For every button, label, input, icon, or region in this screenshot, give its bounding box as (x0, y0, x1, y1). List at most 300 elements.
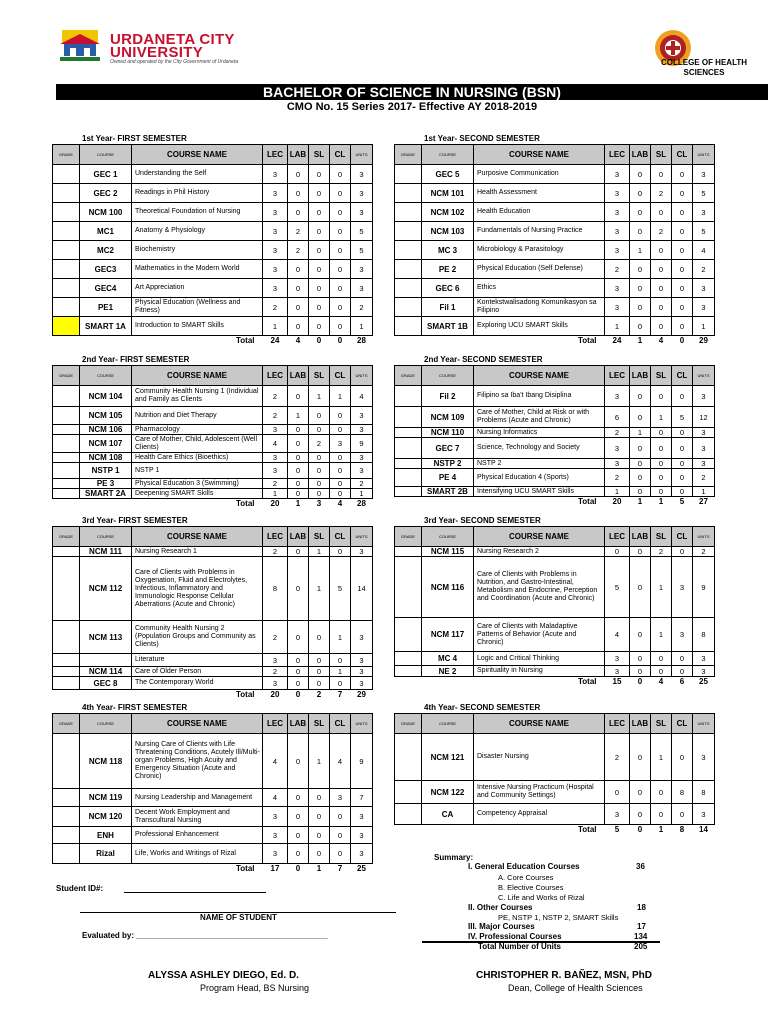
sl-value: 0 (309, 317, 330, 336)
course-code: GEC4 (80, 279, 132, 298)
course-name: Ethics (474, 279, 605, 298)
grade-cell[interactable] (395, 557, 422, 618)
course-name: Health Education (474, 203, 605, 222)
grade-cell[interactable] (53, 184, 80, 203)
grade-cell[interactable] (53, 677, 80, 690)
course-code: NCM 120 (80, 807, 132, 827)
lab-value: 0 (288, 279, 309, 298)
cl-value: 0 (330, 489, 351, 499)
sl-value: 0 (651, 260, 672, 279)
col-units: UNITS (351, 366, 373, 386)
grade-cell[interactable] (53, 667, 80, 677)
total-lec: 20 (263, 499, 288, 509)
course-code: SMART 2B (422, 487, 474, 497)
course-code: GEC3 (80, 260, 132, 279)
lab-value: 0 (288, 184, 309, 203)
units-value: 3 (693, 804, 715, 825)
cl-value: 0 (672, 652, 693, 666)
col-sl: SL (651, 366, 672, 386)
grade-cell[interactable] (53, 479, 80, 489)
sem-title-y3s2: 3rd Year- SECOND SEMESTER (424, 516, 541, 525)
lec-value: 3 (263, 807, 288, 827)
table-row (53, 165, 373, 184)
grade-cell[interactable] (53, 844, 80, 864)
lec-value: 1 (263, 489, 288, 499)
grade-cell[interactable] (395, 279, 422, 298)
university-name-line1: URDANETA CITY (110, 31, 235, 48)
course-code: CA (422, 804, 474, 825)
lec-value: 1 (605, 317, 630, 336)
grade-cell[interactable] (53, 807, 80, 827)
total-lab: 1 (630, 336, 651, 346)
sem-title-y4s2: 4th Year- SECOND SEMESTER (424, 703, 541, 712)
sl-value: 0 (309, 279, 330, 298)
col-cl: CL (330, 366, 351, 386)
course-code: NCM 121 (422, 734, 474, 781)
course-code: MC 4 (422, 652, 474, 666)
summary-prof-value: 134 (634, 932, 648, 941)
sl-value: 2 (309, 435, 330, 453)
course-name: Nursing Leadership and Management (132, 789, 263, 807)
lec-value: 3 (605, 804, 630, 825)
cl-value: 1 (330, 386, 351, 407)
lab-value: 0 (630, 618, 651, 652)
col-lec: LEC (605, 145, 630, 165)
course-code: NCM 101 (422, 184, 474, 203)
col-course-name: COURSE NAME (474, 366, 605, 386)
grade-cell[interactable] (53, 407, 80, 425)
course-code: NCM 109 (422, 407, 474, 428)
university-name-line2: UNIVERSITY (110, 44, 204, 61)
total-label: Total (577, 825, 597, 834)
table-row (53, 789, 373, 807)
course-name: Care of Clients with Maladaptive Patterns of Behavior (Acute and Chronic) (474, 618, 605, 652)
cl-value: 0 (330, 827, 351, 844)
sl-value: 0 (309, 241, 330, 260)
lab-value: 0 (288, 734, 309, 789)
sl-value: 0 (651, 652, 672, 666)
cl-value: 0 (672, 438, 693, 459)
lab-value: 0 (630, 298, 651, 317)
table-row (395, 203, 715, 222)
table-row (53, 435, 373, 453)
total-cl: 8 (672, 825, 693, 835)
semester-table-y2s1 (52, 365, 373, 508)
sl-value: 0 (309, 479, 330, 489)
course-code: SMART 2A (80, 489, 132, 499)
lec-value: 2 (263, 386, 288, 407)
course-name: Kontekstwalisadong Komunikasyon sa Filipino (474, 298, 605, 317)
program-head-name: ALYSSA ASHLEY DIEGO, Ed. D. (148, 970, 299, 981)
course-code: NCM 113 (80, 621, 132, 654)
total-label: Total (577, 497, 597, 506)
units-value: 14 (351, 557, 373, 621)
course-name: Biochemistry (132, 241, 263, 260)
grade-cell[interactable] (395, 260, 422, 279)
units-value: 8 (693, 781, 715, 804)
lab-value: 0 (288, 547, 309, 557)
course-code: NSTP 1 (80, 463, 132, 479)
sl-value: 2 (651, 222, 672, 241)
semester-table-y3s1 (52, 526, 373, 699)
course-name: Care of Clients with Problems in Nutrition, and Gastro-Intestinal, Metabolism and Endocrine, Perception and Coordination (Acute and Chronic) (474, 557, 605, 618)
course-code: NE 2 (422, 666, 474, 677)
course-code (80, 654, 132, 667)
units-value: 9 (351, 734, 373, 789)
lab-value: 0 (630, 165, 651, 184)
units-value: 3 (693, 734, 715, 781)
total-lab: 0 (288, 864, 309, 874)
grade-cell[interactable] (53, 298, 80, 317)
lec-value: 2 (605, 260, 630, 279)
grade-cell[interactable] (395, 317, 422, 336)
cl-value: 0 (672, 487, 693, 497)
course-code: NCM 111 (80, 547, 132, 557)
table-row (53, 184, 373, 203)
total-lab: 1 (630, 497, 651, 507)
lab-value: 2 (288, 241, 309, 260)
semester-table-y1s1 (52, 144, 373, 345)
grade-cell[interactable] (395, 734, 422, 781)
grade-cell[interactable] (53, 453, 80, 463)
cl-value: 3 (330, 789, 351, 807)
course-code: MC 3 (422, 241, 474, 260)
units-value: 12 (693, 407, 715, 428)
cl-value: 4 (330, 734, 351, 789)
grade-cell[interactable] (395, 547, 422, 557)
total-label: Total (235, 690, 255, 699)
grade-cell[interactable] (395, 804, 422, 825)
col-course: COURSE (422, 714, 474, 734)
col-sl: SL (309, 145, 330, 165)
lec-value: 3 (605, 652, 630, 666)
grade-cell[interactable] (53, 165, 80, 184)
lab-value: 1 (288, 407, 309, 425)
lab-value: 0 (288, 165, 309, 184)
sl-value: 0 (309, 677, 330, 690)
summary-title: Summary: (434, 853, 474, 862)
grade-cell[interactable] (395, 666, 422, 677)
total-lab: 0 (630, 825, 651, 835)
lab-value: 0 (288, 667, 309, 677)
course-name: NSTP 2 (474, 459, 605, 469)
grade-cell[interactable] (395, 652, 422, 666)
cl-value: 3 (672, 618, 693, 652)
units-value: 3 (693, 438, 715, 459)
col-cl: CL (672, 145, 693, 165)
units-value: 5 (693, 184, 715, 203)
grade-cell[interactable] (53, 241, 80, 260)
grade-cell[interactable] (395, 487, 422, 497)
grade-cell[interactable] (53, 203, 80, 222)
sl-value: 1 (651, 557, 672, 618)
lab-value: 0 (630, 652, 651, 666)
course-name: Mathematics in the Modern World (132, 260, 263, 279)
cl-value: 0 (672, 804, 693, 825)
sem-title-y3s1: 3rd Year- FIRST SEMESTER (82, 516, 188, 525)
sl-value: 0 (309, 789, 330, 807)
total-label: Total (577, 677, 597, 686)
grade-cell[interactable] (53, 621, 80, 654)
total-units: 27 (693, 497, 715, 507)
course-code: NCM 114 (80, 667, 132, 677)
grade-cell[interactable] (395, 298, 422, 317)
cl-value: 0 (672, 547, 693, 557)
lab-value: 0 (288, 203, 309, 222)
total-units: 14 (693, 825, 715, 835)
course-name: Physical Education 4 (Sports) (474, 469, 605, 487)
sl-value: 0 (309, 463, 330, 479)
course-name: Competency Appraisal (474, 804, 605, 825)
total-units: 25 (693, 677, 715, 687)
grade-cell[interactable] (395, 222, 422, 241)
grade-cell[interactable] (53, 279, 80, 298)
total-row (53, 690, 373, 700)
lab-value: 0 (288, 489, 309, 499)
col-sl: SL (309, 714, 330, 734)
course-name: The Contemporary World (132, 677, 263, 690)
total-sl: 4 (651, 336, 672, 346)
col-grade: GRADE (395, 714, 422, 734)
cl-value: 0 (672, 666, 693, 677)
course-name: Microbiology & Parasitology (474, 241, 605, 260)
table-row (395, 298, 715, 317)
lec-value: 3 (263, 165, 288, 184)
units-value: 3 (693, 652, 715, 666)
table-header-row (53, 527, 373, 547)
semester-table-y4s2 (394, 713, 715, 834)
college-name (640, 58, 768, 78)
total-lec: 5 (605, 825, 630, 835)
sl-value: 0 (651, 279, 672, 298)
table-row (53, 453, 373, 463)
lec-value: 3 (263, 425, 288, 435)
course-code: GEC 1 (80, 165, 132, 184)
lec-value: 3 (263, 677, 288, 690)
grade-cell[interactable] (395, 184, 422, 203)
table-row (395, 652, 715, 666)
sl-value: 0 (651, 438, 672, 459)
sl-value: 0 (309, 489, 330, 499)
units-value: 1 (693, 487, 715, 497)
grade-cell[interactable] (395, 459, 422, 469)
grade-cell[interactable] (53, 789, 80, 807)
grade-cell[interactable] (395, 428, 422, 438)
sl-value: 0 (651, 459, 672, 469)
grade-cell[interactable] (395, 165, 422, 184)
col-course-name: COURSE NAME (132, 527, 263, 547)
grade-cell[interactable] (53, 547, 80, 557)
col-sl: SL (651, 527, 672, 547)
grade-cell[interactable] (53, 557, 80, 621)
units-value: 3 (351, 453, 373, 463)
col-lec: LEC (263, 714, 288, 734)
course-code: NCM 115 (422, 547, 474, 557)
lec-value: 3 (605, 298, 630, 317)
units-value: 8 (693, 618, 715, 652)
table-row (395, 241, 715, 260)
units-value: 2 (693, 547, 715, 557)
program-head-role: Program Head, BS Nursing (200, 983, 310, 993)
lec-value: 3 (263, 453, 288, 463)
grade-cell[interactable] (395, 438, 422, 459)
lec-value: 3 (605, 666, 630, 677)
college-name-line2: SCIENCES (683, 68, 725, 77)
grade-cell[interactable] (53, 734, 80, 789)
cl-value: 0 (330, 844, 351, 864)
sem-title-y4s1: 4th Year- FIRST SEMESTER (82, 703, 188, 712)
total-sl: 4 (651, 677, 672, 687)
lab-value: 0 (630, 407, 651, 428)
units-value: 5 (351, 222, 373, 241)
cl-value: 0 (672, 459, 693, 469)
total-units: 29 (693, 336, 715, 346)
table-row (53, 241, 373, 260)
evaluated-by-field[interactable]: Evaluated by: ___________________________________________ (82, 931, 328, 940)
course-name: Care of Mother, Child, Adolescent (Well Clients) (132, 435, 263, 453)
grade-cell[interactable] (53, 317, 80, 336)
units-value: 1 (351, 489, 373, 499)
units-value: 9 (351, 435, 373, 453)
sem-title-y2s2: 2nd Year- SECOND SEMESTER (424, 355, 543, 364)
grade-cell[interactable] (53, 654, 80, 667)
course-code: NCM 122 (422, 781, 474, 804)
grade-cell[interactable] (395, 203, 422, 222)
sl-value: 0 (651, 386, 672, 407)
units-value: 3 (693, 165, 715, 184)
table-row (53, 298, 373, 317)
course-code: PE 3 (80, 479, 132, 489)
cl-value: 0 (330, 807, 351, 827)
grade-cell[interactable] (53, 425, 80, 435)
cl-value: 0 (330, 184, 351, 203)
cl-value: 0 (672, 386, 693, 407)
summary-total-value: 205 (634, 942, 648, 951)
col-course: COURSE (80, 366, 132, 386)
sl-value: 0 (651, 781, 672, 804)
grade-cell[interactable] (53, 489, 80, 499)
lab-value: 1 (630, 428, 651, 438)
lec-value: 3 (263, 184, 288, 203)
total-cl: 7 (330, 864, 351, 874)
col-sl: SL (651, 145, 672, 165)
units-value: 3 (351, 184, 373, 203)
col-grade: GRADE (395, 527, 422, 547)
lec-value: 2 (263, 547, 288, 557)
page-header (0, 0, 768, 84)
table-header-row (395, 366, 715, 386)
sl-value: 0 (309, 203, 330, 222)
summary-ge-label: I. General Education Courses (468, 862, 580, 871)
total-lec: 20 (263, 690, 288, 700)
lec-value: 2 (605, 469, 630, 487)
grade-cell[interactable] (53, 827, 80, 844)
col-sl: SL (309, 527, 330, 547)
cl-value: 0 (330, 260, 351, 279)
grade-cell[interactable] (395, 618, 422, 652)
units-value: 3 (693, 203, 715, 222)
units-value: 5 (693, 222, 715, 241)
cl-value: 0 (672, 203, 693, 222)
table-row (395, 222, 715, 241)
col-cl: CL (672, 527, 693, 547)
university-subtitle: Owned and operated by the City Government of Urdaneta (110, 59, 239, 65)
units-value: 4 (693, 241, 715, 260)
grade-cell[interactable] (53, 463, 80, 479)
lab-value: 0 (288, 298, 309, 317)
cl-value: 0 (672, 279, 693, 298)
units-value: 3 (351, 463, 373, 479)
grade-cell[interactable] (395, 781, 422, 804)
course-name: Readings in Phil History (132, 184, 263, 203)
lab-value: 0 (288, 844, 309, 864)
grade-cell[interactable] (395, 241, 422, 260)
course-name: Nursing Research 2 (474, 547, 605, 557)
units-value: 3 (351, 677, 373, 690)
student-id-field[interactable] (124, 892, 266, 893)
sl-value: 0 (651, 165, 672, 184)
col-cl: CL (330, 714, 351, 734)
cl-value: 0 (330, 203, 351, 222)
summary-ge-a: A. Core Courses (498, 873, 554, 882)
sl-value: 0 (309, 222, 330, 241)
grade-cell[interactable] (53, 435, 80, 453)
course-name: Logic and Critical Thinking (474, 652, 605, 666)
col-course: COURSE (80, 145, 132, 165)
course-code: NCM 100 (80, 203, 132, 222)
lab-value: 0 (630, 734, 651, 781)
grade-cell[interactable] (395, 469, 422, 487)
course-name: Nutrition and Diet Therapy (132, 407, 263, 425)
units-value: 1 (351, 317, 373, 336)
grade-cell[interactable] (53, 386, 80, 407)
course-name: Nursing Care of Clients with Life Threatening Conditions, Acutely Ill/Multi-organ Problems, High Acuity and Emergency Situation (Acute and Chronic) (132, 734, 263, 789)
course-name: Purposive Communication (474, 165, 605, 184)
table-row (395, 317, 715, 336)
sl-value: 0 (651, 666, 672, 677)
table-row (395, 734, 715, 781)
table-row (53, 425, 373, 435)
sl-value: 1 (651, 734, 672, 781)
lab-value: 0 (630, 386, 651, 407)
grade-cell[interactable] (395, 386, 422, 407)
sl-value: 0 (309, 453, 330, 463)
sl-value: 0 (651, 428, 672, 438)
total-label: Total (235, 336, 255, 345)
table-row (53, 463, 373, 479)
total-units: 28 (351, 499, 373, 509)
grade-cell[interactable] (53, 222, 80, 241)
sl-value: 0 (651, 241, 672, 260)
lec-value: 1 (263, 317, 288, 336)
grade-cell[interactable] (53, 260, 80, 279)
lec-value: 3 (605, 241, 630, 260)
sl-value: 1 (309, 386, 330, 407)
cl-value: 0 (330, 425, 351, 435)
cl-value: 0 (330, 677, 351, 690)
grade-cell[interactable] (395, 407, 422, 428)
lab-value: 0 (288, 260, 309, 279)
total-lab: 1 (288, 499, 309, 509)
cl-value: 0 (330, 165, 351, 184)
cl-value: 1 (330, 621, 351, 654)
course-name: Anatomy & Physiology (132, 222, 263, 241)
lab-value: 0 (630, 781, 651, 804)
table-row (53, 734, 373, 789)
units-value: 1 (693, 317, 715, 336)
table-row (395, 618, 715, 652)
col-lab: LAB (630, 145, 651, 165)
